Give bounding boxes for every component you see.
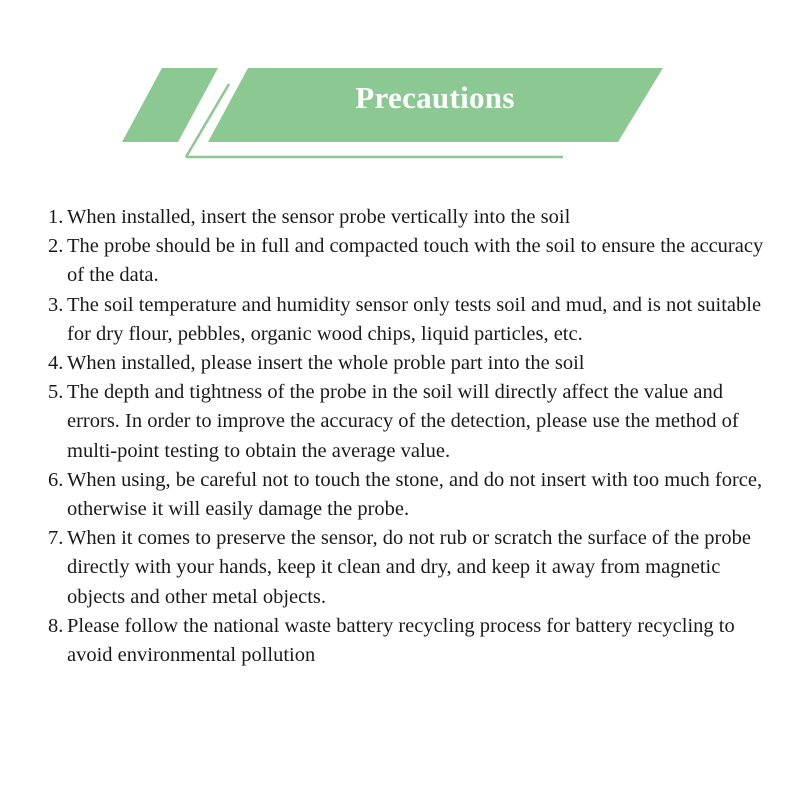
item-text: The depth and tightness of the probe in the soil will directly affect the value and errors. In order to improve the accuracy of the detection, please use the method of multi-point testing to obtain the average value. <box>67 381 739 462</box>
precautions-list <box>48 203 778 670</box>
item-number: 6. <box>48 468 64 491</box>
item-number: 5. <box>48 381 64 404</box>
list-item <box>48 524 778 612</box>
list-item <box>48 203 778 232</box>
item-number: 2. <box>48 235 64 258</box>
item-number: 7. <box>48 527 64 550</box>
item-text: When installed, insert the sensor probe vertically into the soil <box>67 206 571 228</box>
list-item <box>48 466 778 524</box>
item-text: The probe should be in full and compacted touch with the soil to ensure the accuracy of the data. <box>67 235 764 287</box>
page-title: Precautions <box>355 80 515 115</box>
list-item <box>48 232 778 290</box>
item-number: 3. <box>48 293 64 316</box>
item-text: Please follow the national waste battery recycling process for battery recycling to avoid environmental pollution <box>67 614 735 667</box>
item-number: 1. <box>48 206 64 228</box>
precautions-banner <box>0 0 800 170</box>
list-item <box>48 349 778 378</box>
list-item <box>48 378 778 466</box>
item-text: When installed, please insert the whole proble part into the soil <box>67 352 585 375</box>
list-item <box>48 612 778 670</box>
item-number: 4. <box>48 352 64 375</box>
banner-small-parallelogram <box>122 68 218 142</box>
item-text: When using, be careful not to touch the stone, and do not insert with too much force, otherwise it will easily damage the probe. <box>67 468 763 521</box>
item-text: The soil temperature and humidity sensor only tests soil and mud, and is not suitable for dry flour, pebbles, organic wood chips, liquid particles, etc. <box>67 293 762 345</box>
list-item <box>48 291 778 349</box>
item-text: When it comes to preserve the sensor, do not rub or scratch the surface of the probe directly with your hands, keep it clean and dry, and keep it away from magnetic objects and other metal objects. <box>67 527 751 608</box>
item-number: 8. <box>48 614 64 637</box>
